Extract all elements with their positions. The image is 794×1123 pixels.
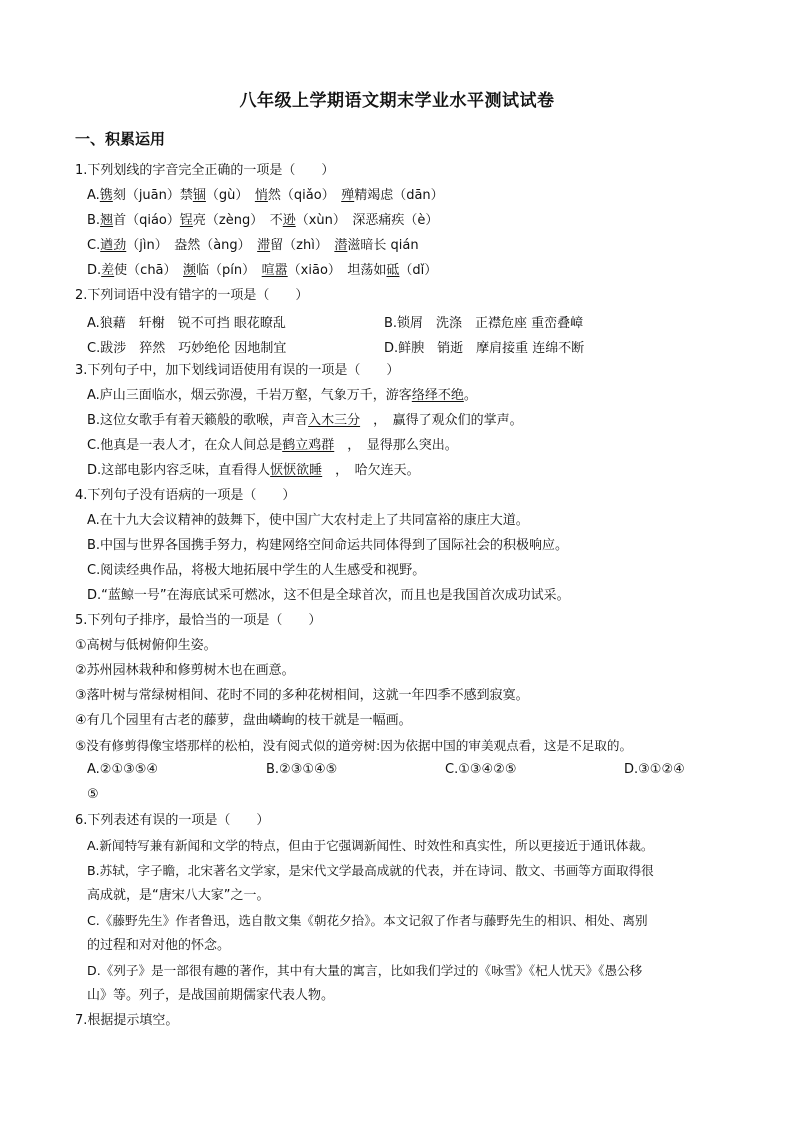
question-6-stem: 6.下列表述有误的一项是（ ）	[75, 813, 270, 828]
question-4-option-c[interactable]: C.阅读经典作品，将极大地拓展中学生的人生感受和视野。	[87, 563, 426, 578]
question-1-stem: 1.下列划线的字音完全正确的一项是（ ）	[75, 163, 335, 178]
question-1-option-a[interactable]	[87, 187, 444, 205]
question-6-option-d-wrap: 山》等。列子，是战国前期儒家代表人物。	[87, 988, 335, 1003]
underlined-char: 滞	[257, 238, 271, 253]
underlined-char: 翘	[100, 213, 114, 228]
question-2-option-b[interactable]: B.锁屑 洗涤 正襟危座 重峦叠嶂	[384, 316, 584, 331]
question-6-option-a[interactable]: A.新闻特写兼有新闻和文学的特点，但由于它强调新闻性、时效性和真实性，所以更接近于通讯体裁。	[87, 838, 654, 853]
question-5-option-d[interactable]: D.③①②④	[624, 762, 685, 777]
option-text: C.他真是一表人才，在众人间总是	[87, 438, 283, 453]
underlined-char: 砥	[386, 263, 400, 278]
underlined-char: 殚	[341, 188, 355, 203]
question-6-option-b[interactable]: B.苏轼，字子瞻，北宋著名文学家，是宋代文学最高成就的代表，并在诗词、散文、书画等方面取得很	[87, 863, 654, 878]
question-5-option-a[interactable]: A.②①③⑤④	[87, 762, 159, 777]
question-3-option-a[interactable]	[87, 387, 477, 405]
question-5-option-c[interactable]: C.①③④②⑤	[445, 762, 517, 777]
underlined-char: 差	[101, 263, 115, 278]
option-text: 精竭虑（dān）	[354, 188, 444, 203]
underlined-char: 逊	[282, 213, 296, 228]
option-text: 亮（zèng） 不	[192, 213, 283, 228]
question-4-option-d[interactable]: D.“蓝鲸一号”在海底试采可燃冰，这不但是全球首次，而且也是我国首次成功试采。	[87, 588, 570, 603]
underlined-char: 濒	[183, 263, 197, 278]
question-7-stem: 7.根据提示填空。	[75, 1013, 179, 1028]
question-5-sentence-5: ⑤没有修剪得像宝塔那样的松柏，没有阅式似的道旁树:因为依据中国的审美观点看，这是不足取的。	[75, 738, 633, 753]
option-text: 临（pín）	[196, 263, 262, 278]
option-text: （xùn） 深恶痛疾（è）	[295, 213, 439, 228]
option-text: C.	[87, 238, 101, 253]
option-text: 使（chā）	[114, 263, 184, 278]
option-text: 。	[463, 388, 477, 403]
underlined-phrase: 入木三分	[308, 413, 361, 428]
question-2-option-c[interactable]: C.跋涉 猝然 巧妙绝伦 因地制宜	[87, 341, 287, 356]
question-6-option-b-wrap: 高成就，是“唐宋八大家”之一。	[87, 888, 270, 903]
option-text: （dǐ）	[399, 263, 438, 278]
question-5-sentence-4: ④有几个园里有古老的藤萝，盘曲嶙峋的枝干就是一幅画。	[75, 713, 412, 728]
option-text: ， 显得那么突出。	[334, 438, 458, 453]
question-2-option-a[interactable]: A.狼藉 轩榭 锐不可挡 眼花瞭乱	[87, 316, 286, 331]
question-2-stem: 2.下列词语中没有错字的一项是（ ）	[75, 288, 309, 303]
question-3-option-c[interactable]	[87, 437, 458, 455]
underlined-char: 悄	[254, 188, 268, 203]
page-title: 八年级上学期语文期末学业水平测试试卷	[239, 91, 555, 111]
question-3-option-d[interactable]	[87, 462, 420, 480]
question-5-sentence-2: ②苏州园林栽种和修剪树木也在画意。	[75, 663, 295, 678]
question-1-option-b[interactable]	[87, 212, 438, 230]
option-text: D.这部电影内容乏味，直看得人	[87, 463, 271, 478]
option-text: 然（qiǎo）	[267, 188, 342, 203]
option-text: A.	[87, 188, 100, 203]
option-text: ， 哈欠连天。	[322, 463, 420, 478]
question-3-stem: 3.下列句子中，加下划线词语使用有误的一项是（ ）	[75, 363, 400, 378]
option-text: B.这位女歌手有着天籁般的歌喉，声音	[87, 413, 309, 428]
question-1-option-d[interactable]	[87, 262, 437, 280]
question-5-sentence-3: ③落叶树与常绿树相间、花时不同的多种花树相间，这就一年四季不感到寂寞。	[75, 688, 529, 703]
question-5-option-d-wrap: ⑤	[87, 787, 99, 802]
question-5-stem: 5.下列句子排序，最恰当的一项是（ ）	[75, 613, 322, 628]
option-text: D.	[87, 263, 102, 278]
question-5-option-b[interactable]: B.②③①④⑤	[266, 762, 338, 777]
underlined-char: 锃	[179, 213, 193, 228]
underlined-char: 锢	[192, 188, 206, 203]
section-heading: 一、积累运用	[75, 130, 166, 148]
option-text: B.	[87, 213, 101, 228]
underlined-char: 镌	[99, 188, 113, 203]
option-text: 留（zhì）	[270, 238, 335, 253]
question-3-option-b[interactable]	[87, 412, 523, 430]
question-4-option-b[interactable]: B.中国与世界各国携手努力，构建网络空间命运共同体得到了国际社会的积极响应。	[87, 538, 569, 553]
underlined-char: 喧嚣	[261, 263, 288, 278]
question-6-option-c-wrap: 的过程和对对他的怀念。	[87, 938, 231, 953]
option-text: ， 赢得了观众们的掌声。	[360, 413, 523, 428]
option-text: （jìn） 盎然（àng）	[126, 238, 258, 253]
question-4-stem: 4.下列句子没有语病的一项是（ ）	[75, 488, 296, 503]
option-text: 首（qiáo）	[113, 213, 180, 228]
underlined-phrase: 络绎不绝	[411, 388, 464, 403]
option-text: A.庐山三面临水，烟云弥漫，千岩万壑，气象万千，游客	[87, 388, 412, 403]
question-2-option-d[interactable]: D.鲜腴 销逝 摩肩接重 连绵不断	[384, 341, 585, 356]
option-text: 滋暗长 qián	[347, 238, 419, 253]
option-text: （xiāo） 坦荡如	[287, 263, 387, 278]
question-4-option-a[interactable]: A.在十九大会议精神的鼓舞下，使中国广大农村走上了共同富裕的康庄大道。	[87, 513, 529, 528]
question-1-option-c[interactable]	[87, 237, 419, 255]
option-text: 刻（juān）禁	[112, 188, 193, 203]
underlined-phrase: 鹤立鸡群	[282, 438, 335, 453]
underlined-char: 潜	[334, 238, 348, 253]
underlined-phrase: 恹恹欲睡	[270, 463, 323, 478]
question-5-sentence-1: ①高树与低树俯仰生姿。	[75, 638, 217, 653]
option-text: （gù）	[205, 188, 255, 203]
underlined-char: 遒劲	[100, 238, 127, 253]
question-6-option-c[interactable]: C.《藤野先生》作者鲁迅，选自散文集《朝花夕拾》。本文记叙了作者与藤野先生的相识、相处、离别	[87, 913, 648, 928]
question-6-option-d[interactable]: D.《列子》是一部很有趣的著作，其中有大量的寓言，比如我们学过的《咏雪》《杞人忧天》《愚公移	[87, 963, 643, 978]
